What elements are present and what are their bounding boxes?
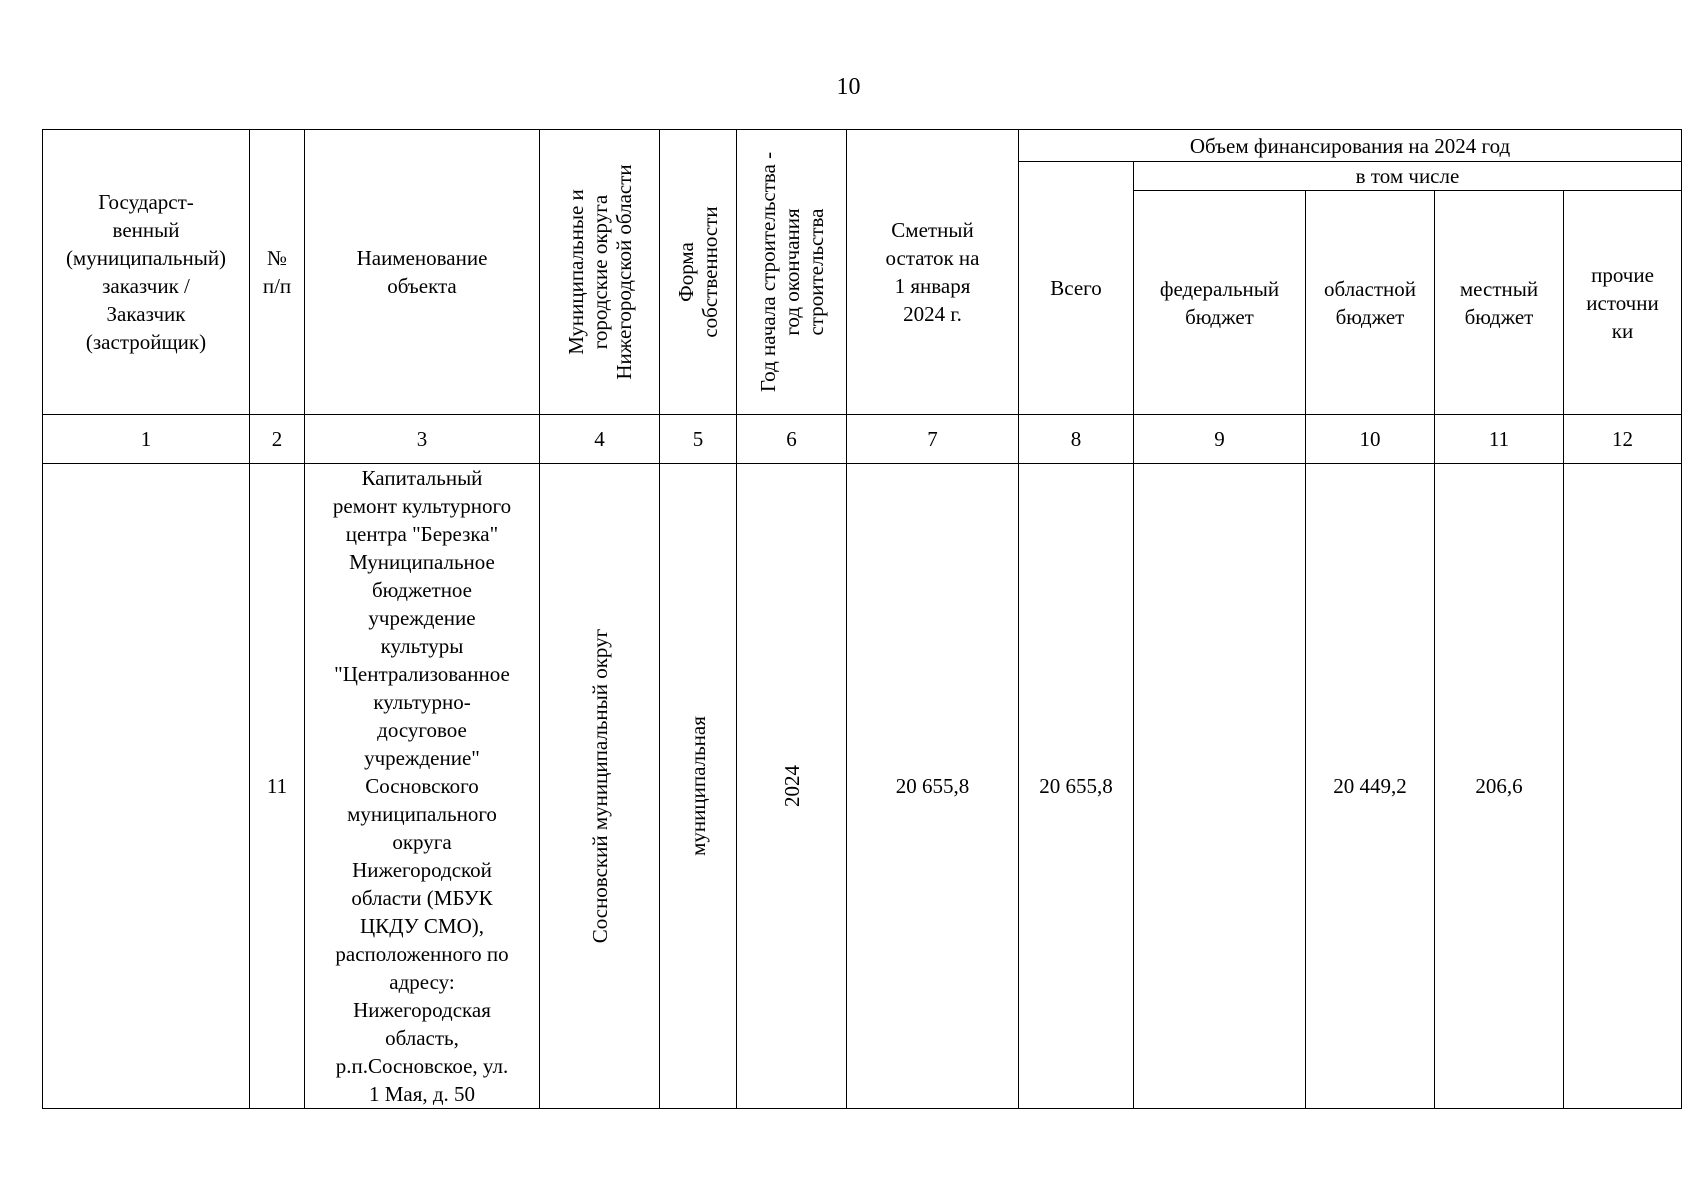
row-total: 20 655,8 [1019,464,1134,1109]
table-row [43,464,1682,1109]
page-number: 10 [836,74,861,100]
header-estimate: Сметный остаток на 1 января 2024 г. [847,130,1019,415]
column-number: 7 [847,415,1019,464]
header-other: прочие источни ки [1564,191,1682,415]
header-financing-title: Объем финансирования на 2024 год [1019,130,1682,162]
row-regional: 20 449,2 [1306,464,1435,1109]
column-number: 11 [1435,415,1564,464]
column-number: 10 [1306,415,1435,464]
column-numbers-row [43,415,1682,464]
row-years: 2024 [737,464,847,1109]
column-number: 12 [1564,415,1682,464]
row-object-name: Капитальный ремонт культурного центра "Березка" Муниципальное бюджетное учреждение культуры "Централизованное культурно- досуговое учреждение" Сосновского муниципального округа Нижегородской области (МБУК ЦКДУ СМО), расположенного по адресу: Нижегородская область, р.п.Сосновское, ул. 1 Мая, д. 50 [305,464,540,1109]
row-federal [1134,464,1306,1109]
column-number: 4 [540,415,660,464]
header-including: в том числе [1134,162,1682,191]
header-years: Год начала строительства - год окончания строительства [737,130,847,415]
row-local: 206,6 [1435,464,1564,1109]
header-federal: федеральный бюджет [1134,191,1306,415]
column-number: 5 [660,415,737,464]
header-local: местный бюджет [1435,191,1564,415]
header-ownership: Форма собственности [660,130,737,415]
row-estimate: 20 655,8 [847,464,1019,1109]
header-regional: областной бюджет [1306,191,1435,415]
header-number: № п/п [250,130,305,415]
column-number: 3 [305,415,540,464]
row-customer [43,464,250,1109]
column-number: 9 [1134,415,1306,464]
row-district: Сосновский муниципальный округ [540,464,660,1109]
row-number: 11 [250,464,305,1109]
column-number: 8 [1019,415,1134,464]
column-number: 2 [250,415,305,464]
column-number: 1 [43,415,250,464]
column-number: 6 [737,415,847,464]
header-customer: Государст- венный (муниципальный) заказчик / Заказчик (застройщик) [43,130,250,415]
header-total: Всего [1019,162,1134,415]
financing-table [42,129,1682,1109]
header-districts: Муниципальные и городские округа Нижегородской области [540,130,660,415]
row-other [1564,464,1682,1109]
header-object-name: Наименование объекта [305,130,540,415]
row-ownership: муниципальная [660,464,737,1109]
